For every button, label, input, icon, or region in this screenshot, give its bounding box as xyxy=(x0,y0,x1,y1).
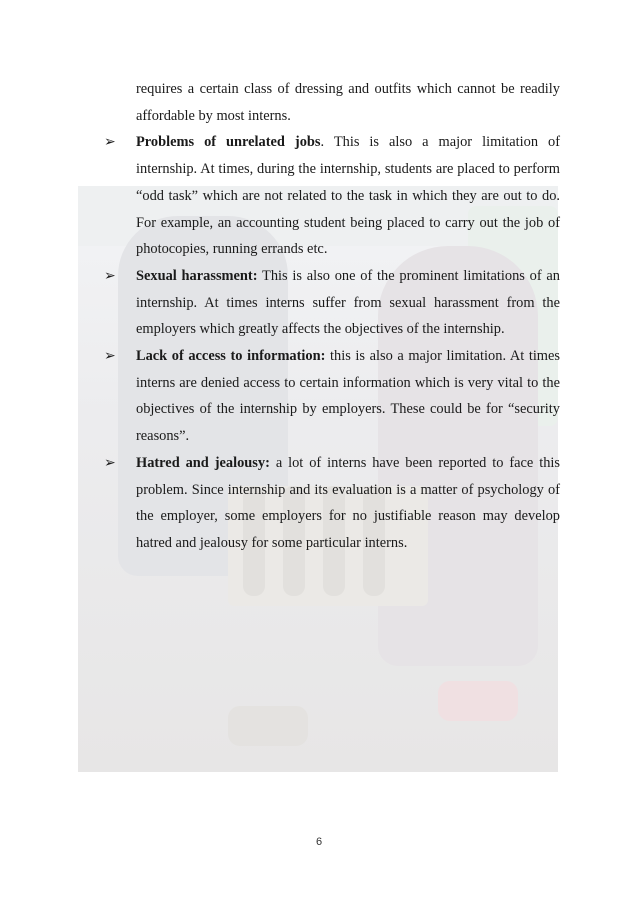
bullet-item-hatred-jealousy xyxy=(100,450,560,557)
bullet-text: This is also one of the prominent limitations of an internship. At times interns suffer from sexual harassment from the employers which greatly affects the objectives of the internship. xyxy=(136,267,560,338)
arrow-bullet-icon: ➢ xyxy=(104,267,116,284)
arrow-bullet-icon: ➢ xyxy=(104,134,116,151)
arrow-bullet-icon: ➢ xyxy=(104,454,116,471)
bullet-item-lack-of-access xyxy=(100,343,560,450)
bullet-title: Problems of unrelated jobs xyxy=(136,134,321,151)
arrow-bullet-icon: ➢ xyxy=(104,348,116,365)
bullet-text: this is also a major limitation. At times interns are denied access to certain information which is very vital to the objectives of the internship by employers. These could be for “security reasons”. xyxy=(136,348,560,445)
bullet-title: Hatred and jealousy: xyxy=(136,454,270,471)
bullet-text: This is also a major limitation of internship. At times, during the internship, students are placed to perform “odd task” which are not related to the task in which they are out to do. For example, an accounting student being placed to carry out the job of photocopies, running errands etc. xyxy=(136,134,561,258)
bullet-title: Sexual harassment: xyxy=(136,267,258,284)
page-number: 6 xyxy=(315,836,323,848)
intro-paragraph: requires a certain class of dressing and outfits which cannot be readily affordable by most interns. xyxy=(136,81,560,124)
bullet-item-sexual-harassment xyxy=(100,263,560,343)
bullet-item-unrelated-jobs: ➢ Problems of unrelated jobs. This is also a major limitation of internship. At times, during the internship, students are placed to perform “odd task” which are not related to the task in which they are out to do. For example, an accounting student being placed to carry out the job of photocopies, running errands etc. xyxy=(100,129,560,263)
bullet-title: Lack of access to information: xyxy=(136,348,326,365)
document-body xyxy=(100,76,560,557)
bullet-text: a lot of interns have been reported to face this problem. Since internship and its evaluation is a matter of psychology of the employer, some employers for no justifiable reason may develop hatred and jealousy for some particular interns. xyxy=(136,454,560,551)
